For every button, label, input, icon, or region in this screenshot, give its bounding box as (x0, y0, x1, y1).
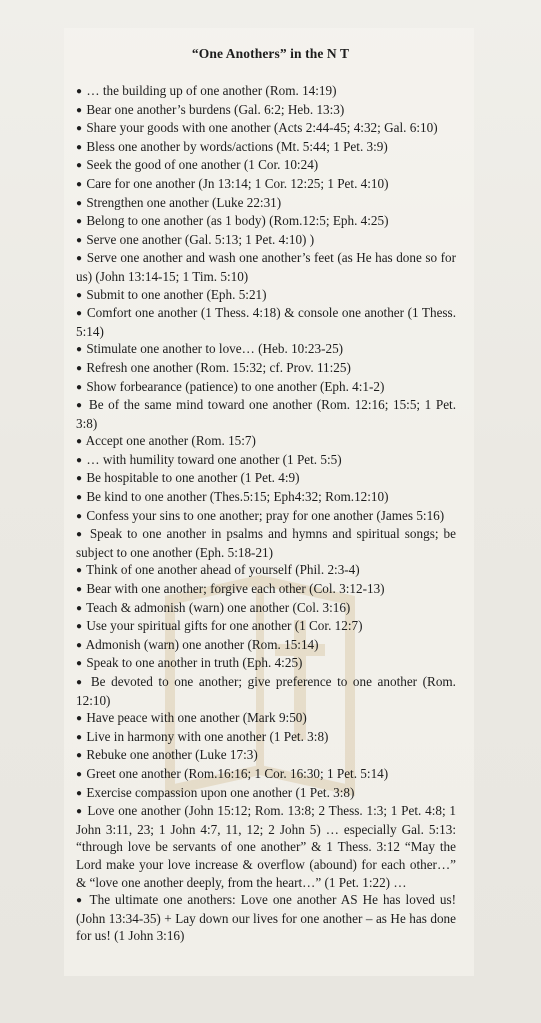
list-item (76, 340, 456, 359)
list-item-text: The ultimate one anothers: Love one another AS He has loved us! (John 13:34-35) + Lay down our lives for one another – as He has done for us! (1 John 3:16) (76, 892, 456, 944)
bullet-icon: ● (76, 400, 84, 412)
list-item-text: Serve one another and wash one another’s feet (as He has done so for us) (John 13:14-15; 1 Tim. 5:10) (76, 250, 456, 284)
bullet-icon: ● (76, 178, 83, 190)
bullet-icon: ● (76, 104, 83, 116)
list-item (76, 599, 456, 618)
bullet-icon: ● (76, 473, 83, 485)
list-item-text: Rebuke one another (Luke 17:3) (83, 747, 258, 763)
bullet-icon: ● (76, 750, 83, 762)
list-item-text: Stimulate one another to love… (Heb. 10:23-25) (83, 341, 344, 357)
list-item (76, 175, 456, 194)
bullet-icon: ● (76, 602, 83, 614)
list-item (76, 432, 456, 451)
bullet-icon: ● (76, 529, 84, 541)
list-item (76, 617, 456, 636)
list-item-text: Greet one another (Rom.16:16; 1 Cor. 16:30; 1 Pet. 5:14) (83, 765, 389, 781)
bullet-icon: ● (76, 308, 83, 320)
list-item-text: Share your goods with one another (Acts 2:44-45; 4:32; Gal. 6:10) (83, 120, 438, 136)
list-item (76, 396, 456, 432)
list-item-text: Belong to one another (as 1 body) (Rom.12:5; Eph. 4:25) (83, 213, 389, 229)
bullet-icon: ● (76, 381, 83, 393)
list-item (76, 212, 456, 231)
bullet-icon: ● (76, 454, 83, 466)
list-item (76, 488, 456, 507)
list-item-text: Speak to one another in truth (Eph. 4:25) (83, 655, 303, 671)
bullet-icon: ● (76, 197, 83, 209)
list-item (76, 784, 456, 803)
list-item-text: Be of the same mind toward one another (Rom. 12:16; 15:5; 1 Pet. 3:8) (76, 397, 457, 431)
bullet-icon: ● (76, 216, 83, 228)
list-item-text: Seek the good of one another (1 Cor. 10:24) (83, 157, 319, 173)
bullet-icon: ● (76, 787, 83, 799)
bullet-icon: ● (76, 621, 83, 633)
list-item (76, 138, 456, 157)
list-item (76, 654, 456, 673)
list-item-text: Bless one another by words/actions (Mt. 5:44; 1 Pet. 3:9) (83, 138, 388, 154)
list-item-text: Accept one another (Rom. 15:7) (83, 433, 256, 449)
bullet-icon: ● (76, 677, 85, 688)
list-item-text: Admonish (warn) one another (Rom. 15:14) (83, 636, 319, 652)
bullet-icon: ● (76, 713, 83, 725)
list-item-text: Live in harmony with one another (1 Pet. 3:8) (83, 728, 329, 744)
list-item-text: Love one another (John 15:12; Rom. 13:8; 2 Thess. 1:3; 1 Pet. 4:8; 1 John 3:11, 23; 1 John 4:7, 11, 12; 2 John 5) … especially Gal. 5:13: “through love be servants of one another” & 1 Thess. 3:12 “May the Lord make your love increase & overflow (abound) for each other…” & “love one another deeply, from the heart…” (1 Pet. 1:22) … (76, 803, 456, 890)
bullet-icon: ● (76, 492, 83, 504)
bullet-icon: ● (76, 362, 83, 374)
bullet-icon: ● (76, 510, 83, 522)
list-item (76, 304, 456, 340)
list-item (76, 709, 456, 728)
list-item-text: Have peace with one another (Mark 9:50) (83, 710, 307, 726)
list-item (76, 673, 456, 709)
list-item-text: Exercise compassion upon one another (1 Pet. 3:8) (83, 784, 355, 800)
list-item (76, 119, 456, 138)
list-item-text: Refresh one another (Rom. 15:32; cf. Prov. 11:25) (83, 359, 351, 375)
list-item-text: Serve one another (Gal. 5:13; 1 Pet. 4:10) ) (83, 231, 315, 247)
bullet-icon: ● (76, 436, 83, 448)
bullet-icon: ● (76, 731, 83, 743)
list-item-text: Submit to one another (Eph. 5:21) (83, 286, 267, 302)
bullet-icon: ● (76, 123, 83, 135)
list-item (76, 728, 456, 747)
list-item-text: Strengthen one another (Luke 22:31) (83, 194, 282, 210)
list-item-text: Comfort one another (1 Thess. 4:18) & console one another (1 Thess. 5:14) (76, 305, 456, 339)
list-item (76, 231, 456, 250)
list-item (76, 891, 456, 945)
list-item (76, 451, 456, 470)
bullet-icon: ● (76, 234, 83, 246)
list-item (76, 359, 456, 378)
bullet-icon: ● (76, 86, 83, 97)
bullet-icon: ● (76, 253, 83, 265)
bullet-icon: ● (76, 160, 83, 172)
list-item-text: Bear with one another; forgive each other (Col. 3:12-13) (83, 581, 385, 597)
list-item-text: Be hospitable to one another (1 Pet. 4:9) (83, 470, 300, 486)
bullet-icon: ● (76, 344, 83, 356)
list-item-text: Think of one another ahead of yourself (Phil. 2:3-4) (83, 562, 360, 578)
list-item (76, 802, 456, 891)
list-item (76, 101, 456, 120)
list-item (76, 636, 456, 655)
list-item-text: … the building up of one another (Rom. 14:19) (83, 83, 337, 98)
list-item (76, 580, 456, 599)
bullet-icon: ● (76, 658, 83, 670)
list-item (76, 82, 456, 101)
list-item (76, 765, 456, 784)
bullet-icon: ● (76, 289, 83, 301)
list-item (76, 286, 456, 305)
list-item (76, 249, 456, 285)
bullet-icon: ● (76, 768, 83, 780)
list-item (76, 525, 456, 561)
list-item-text: Care for one another (Jn 13:14; 1 Cor. 12:25; 1 Pet. 4:10) (83, 175, 389, 191)
list-item-text: Be devoted to one another; give preference to one another (Rom. 12:10) (76, 674, 456, 708)
bullet-icon: ● (76, 141, 83, 153)
bullet-icon: ● (76, 565, 83, 577)
list-item (76, 469, 456, 488)
list-item (76, 378, 456, 397)
list-item-text: Confess your sins to one another; pray for one another (James 5:16) (83, 507, 445, 523)
list-item-text: Teach & admonish (warn) one another (Col. 3:16) (83, 599, 351, 615)
list-item (76, 194, 456, 213)
list-item-text: Use your spiritual gifts for one another (1 Cor. 12:7) (83, 618, 363, 634)
list-item (76, 746, 456, 765)
bullet-icon: ● (76, 895, 84, 907)
one-anothers-list (76, 82, 456, 945)
bullet-icon: ● (76, 639, 83, 651)
list-item (76, 561, 456, 580)
list-item-text: Bear one another’s burdens (Gal. 6:2; Heb. 13:3) (83, 101, 345, 117)
list-item-text: Be kind to one another (Thes.5:15; Eph4:32; Rom.12:10) (83, 489, 389, 505)
page-title: “One Anothers” in the N T (191, 46, 350, 61)
list-item-text: Show forbearance (patience) to one another (Eph. 4:1-2) (83, 378, 385, 394)
list-item-text: Speak to one another in psalms and hymns and spiritual songs; be subject to one another (Eph. 5:18-21) (76, 526, 456, 560)
list-item (76, 156, 456, 175)
bullet-icon: ● (76, 806, 83, 818)
list-item-text: … with humility toward one another (1 Pet. 5:5) (83, 451, 342, 467)
list-item (76, 507, 456, 526)
bullet-icon: ● (76, 584, 83, 596)
